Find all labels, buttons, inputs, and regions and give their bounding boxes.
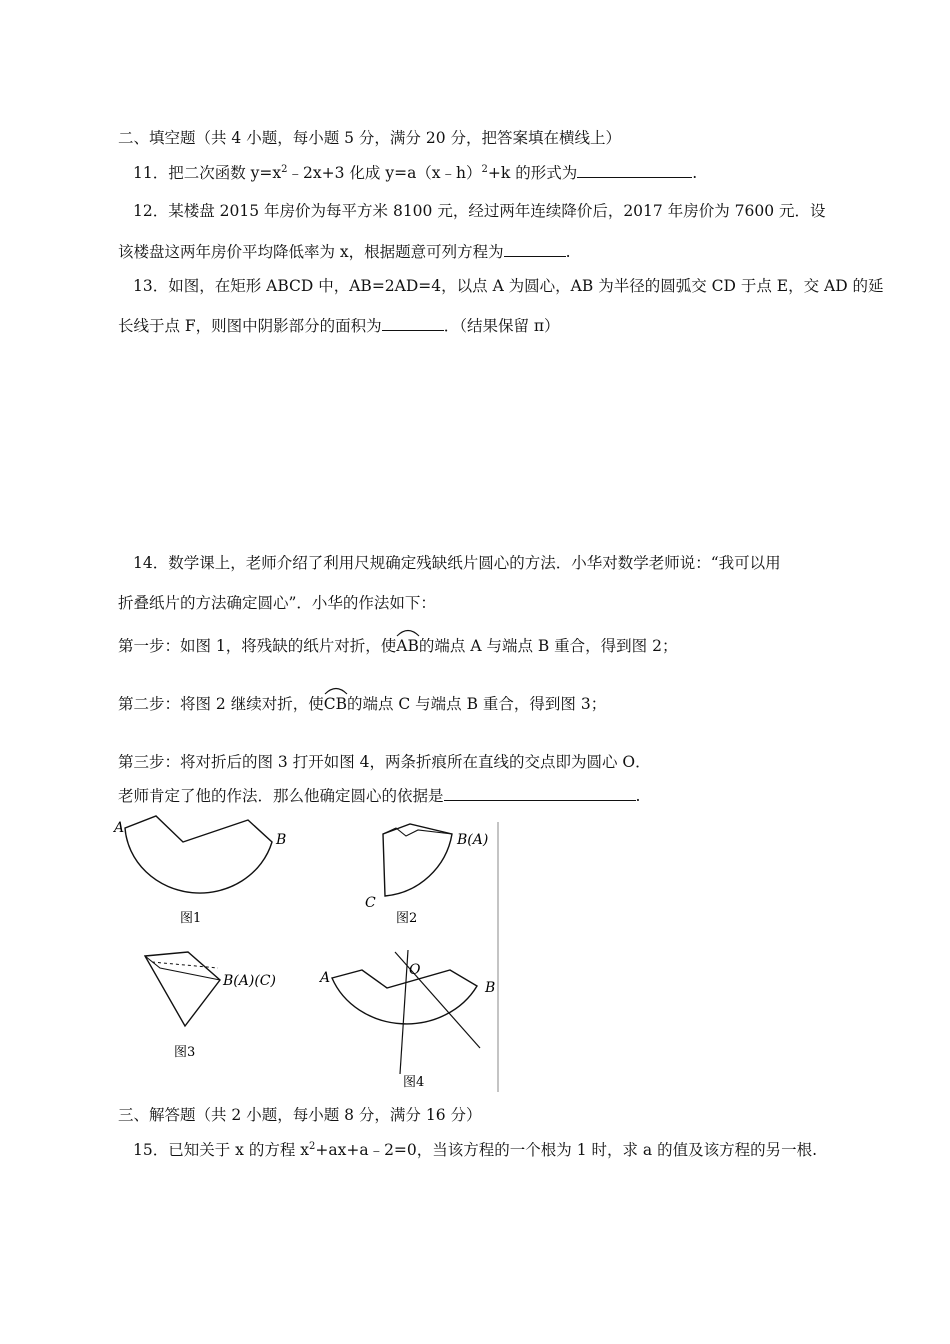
figures-panel <box>100 812 520 1097</box>
q15-exponent: 2 <box>309 1141 316 1152</box>
section-2-heading: 二、填空题（共 4 小题，每小题 5 分，满分 20 分，把答案填在横线上） <box>118 129 622 147</box>
q15-text-a: 15．已知关于 x 的方程 x <box>133 1141 309 1159</box>
fig1-label-a: A <box>114 820 125 836</box>
section-3-heading: 三、解答题（共 2 小题，每小题 8 分，满分 16 分） <box>118 1106 482 1124</box>
q12-answer-blank[interactable] <box>504 242 566 257</box>
step2-text-b: 的端点 C 与端点 B 重合，得到图 3； <box>346 695 607 713</box>
fig3-caption: 图3 <box>174 1045 196 1060</box>
arc-ab-symbol <box>396 636 419 656</box>
q11-answer-blank[interactable] <box>577 163 692 178</box>
figure-4 <box>318 950 495 1090</box>
fig1-label-b: B <box>276 832 287 848</box>
question-13-line-2 <box>118 316 560 336</box>
q14-text: 老师肯定了他的作法．那么他确定圆心的依据是 <box>118 787 444 805</box>
q11-end: . <box>692 164 698 182</box>
q12-end: . <box>565 243 571 261</box>
question-11 <box>133 163 697 183</box>
q12-text: 该楼盘这两年房价平均降低率为 x，根据题意可列方程为 <box>118 243 504 261</box>
question-14-last-line <box>118 786 640 806</box>
step1-text-b: 的端点 A 与端点 B 重合，得到图 2； <box>418 637 678 655</box>
figure-2 <box>365 824 488 926</box>
question-13-line-1: 13．如图，在矩形 ABCD 中，AB=2AD=4，以点 A 为圆心，AB 为半径的圆弧交 CD 于点 E，交 AD 的延 <box>133 277 884 295</box>
question-12-line-2 <box>118 242 571 262</box>
q15-text-b: +ax+a﹣2=0，当该方程的一个根为 1 时，求 a 的值及该方程的另一根. <box>315 1141 818 1159</box>
q11-exponent-1: 2 <box>281 164 288 175</box>
q11-text-c: +k 的形式为 <box>487 164 578 182</box>
fig4-label-a: A <box>320 970 331 986</box>
fig4-label-o: O <box>409 962 421 978</box>
q14-answer-blank[interactable] <box>444 786 636 801</box>
fig2-caption: 图2 <box>396 911 418 926</box>
q13-text-b: ．（结果保留 π） <box>443 317 560 335</box>
fig4-label-b: B <box>485 980 496 996</box>
arc-cb-label: CB <box>323 695 347 713</box>
q11-text-b: ﹣2x+3 化成 y=a（x﹣h） <box>287 164 482 182</box>
question-14-step-3: 第三步：将对折后的图 3 打开如图 4，两条折痕所在直线的交点即为圆心 O． <box>118 753 651 771</box>
fig3-label-bac: B(A)(C) <box>223 973 276 989</box>
fig4-caption: 图4 <box>403 1075 425 1090</box>
fig2-label-c: C <box>365 895 376 911</box>
question-14-step-2 <box>118 694 606 714</box>
question-12-line-1: 12．某楼盘 2015 年房价为每平方米 8100 元，经过两年连续降价后，2017 年房价为 7600 元．设 <box>133 202 826 220</box>
fig1-caption: 图1 <box>180 911 202 926</box>
q13-answer-blank[interactable] <box>382 316 444 331</box>
arc-cb-symbol <box>324 694 347 714</box>
fig2-label-ba: B(A) <box>457 832 489 848</box>
step2-text-a: 第二步：将图 2 继续对折，使 <box>118 695 324 713</box>
figure-1 <box>112 816 286 926</box>
step1-text-a: 第一步：如图 1，将残缺的纸片对折，使 <box>118 637 397 655</box>
q14-end: . <box>635 787 641 805</box>
q11-text-a: 11．把二次函数 y=x <box>133 164 282 182</box>
question-14-step-1 <box>118 636 677 656</box>
question-15 <box>133 1140 817 1160</box>
q11-exponent-2: 2 <box>481 164 488 175</box>
question-14-line-1: 14．数学课上，老师介绍了利用尺规确定残缺纸片圆心的方法．小华对数学老师说：“我可以用 <box>133 554 781 572</box>
figures-svg <box>100 812 520 1097</box>
figure-3 <box>145 952 276 1060</box>
arc-ab-label: AB <box>396 637 419 655</box>
question-14-line-2: 折叠纸片的方法确定圆心”．小华的作法如下： <box>118 594 436 612</box>
q13-text-a: 长线于点 F，则图中阴影部分的面积为 <box>118 317 382 335</box>
